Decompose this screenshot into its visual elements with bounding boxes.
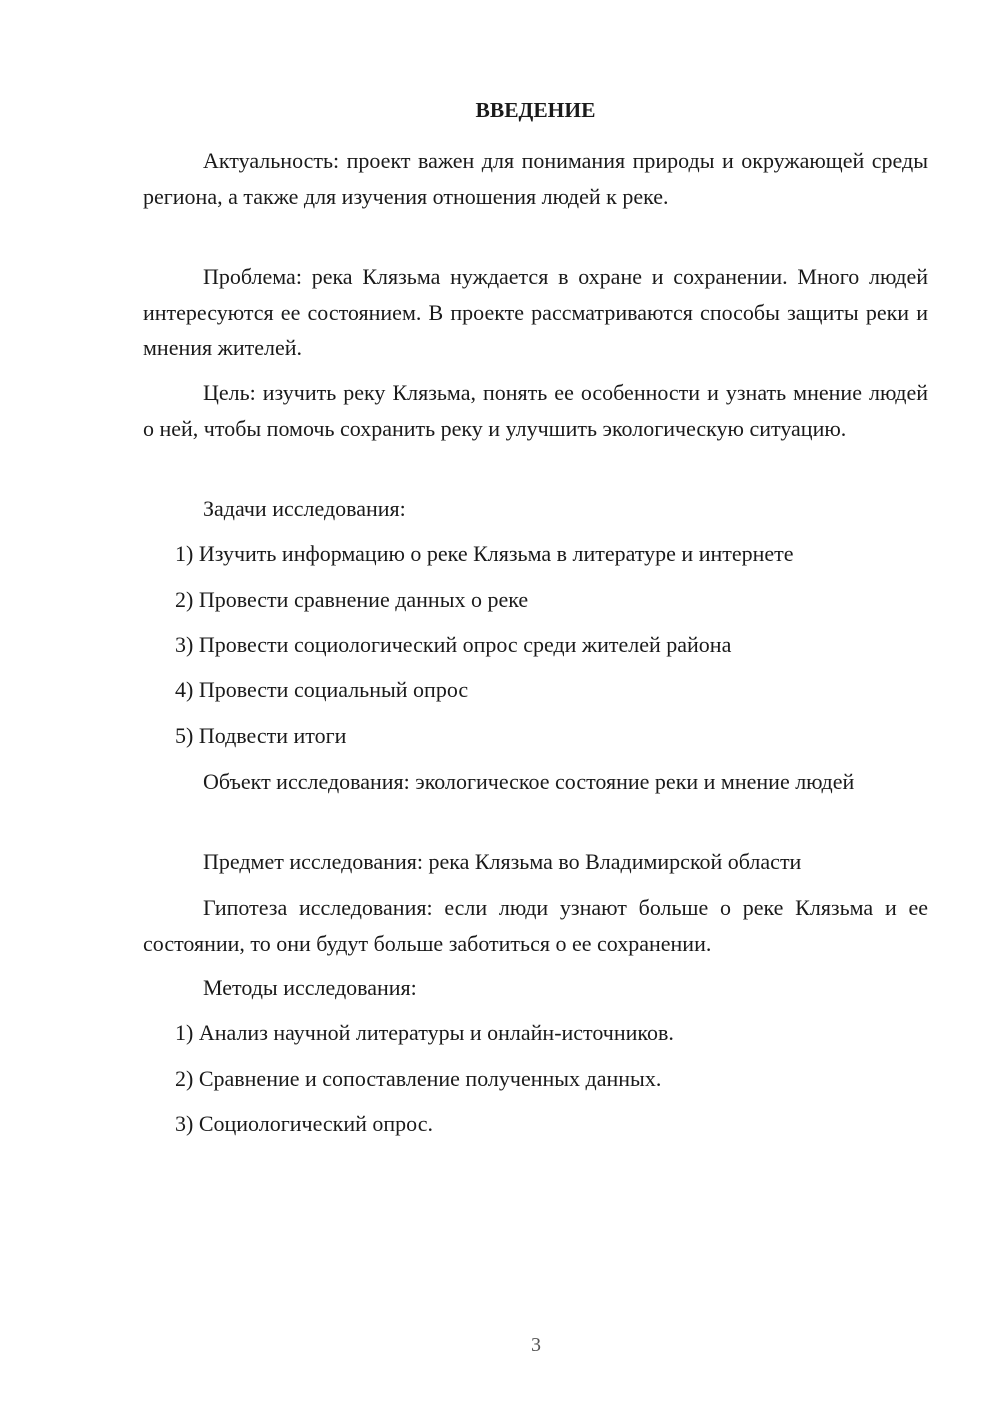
- relevance-paragraph: Актуальность: проект важен для понимания природы и окружающей среды региона, а также для изучения отношения людей к реке.: [143, 148, 928, 209]
- task-item: 3) Провести социологический опрос среди жителей района: [175, 632, 732, 657]
- methods-heading: Методы исследования:: [203, 975, 417, 1000]
- task-item: 1) Изучить информацию о реке Клязьма в литературе и интернете: [175, 541, 794, 566]
- method-item: 3) Социологический опрос.: [175, 1111, 433, 1136]
- page-number: 3: [531, 1334, 541, 1356]
- section-title: ВВЕДЕНИЕ: [475, 98, 596, 122]
- method-item: 1) Анализ научной литературы и онлайн-источников.: [175, 1020, 674, 1045]
- tasks-heading: Задачи исследования:: [203, 496, 406, 521]
- goal-paragraph: Цель: изучить реку Клязьма, понять ее особенности и узнать мнение людей о ней, чтобы помочь сохранить реку и улучшить экологическую ситуацию.: [143, 380, 928, 441]
- object-paragraph: Объект исследования: экологическое состояние реки и мнение людей: [203, 769, 855, 794]
- task-item: 2) Провести сравнение данных о реке: [175, 587, 529, 612]
- task-item: 4) Провести социальный опрос: [175, 677, 469, 702]
- hypothesis-paragraph: Гипотеза исследования: если люди узнают больше о реке Клязьма и ее состоянии, то они будут больше заботиться о ее сохранении.: [143, 895, 928, 956]
- task-item: 5) Подвести итоги: [175, 723, 347, 748]
- problem-paragraph: Проблема: река Клязьма нуждается в охране и сохранении. Много людей интересуются ее состоянием. В проекте рассматриваются способы защиты реки и мнения жителей.: [143, 264, 928, 360]
- subject-paragraph: Предмет исследования: река Клязьма во Владимирской области: [203, 849, 802, 874]
- method-item: 2) Сравнение и сопоставление полученных данных.: [175, 1066, 662, 1091]
